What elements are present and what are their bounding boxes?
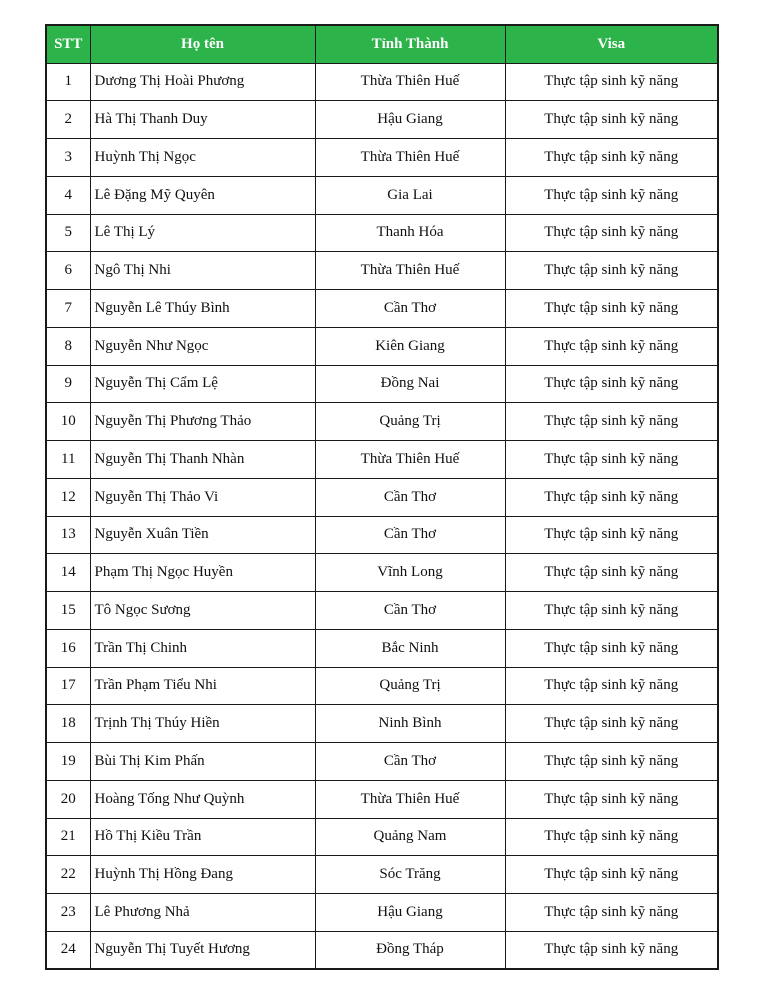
cell-name: Bùi Thị Kim Phấn: [90, 743, 315, 781]
cell-stt: 16: [46, 629, 90, 667]
cell-name: Huỳnh Thị Ngọc: [90, 139, 315, 177]
cell-name: Nguyễn Thị Cẩm Lệ: [90, 365, 315, 403]
cell-province: Hậu Giang: [315, 894, 505, 932]
cell-stt: 8: [46, 327, 90, 365]
cell-visa: Thực tập sinh kỹ năng: [505, 252, 718, 290]
cell-name: Ngô Thị Nhi: [90, 252, 315, 290]
cell-stt: 18: [46, 705, 90, 743]
table-row: [46, 176, 718, 214]
table-row: [46, 818, 718, 856]
candidate-table: [45, 24, 719, 970]
cell-visa: Thực tập sinh kỹ năng: [505, 780, 718, 818]
table-header: [46, 25, 718, 63]
cell-visa: Thực tập sinh kỹ năng: [505, 214, 718, 252]
table-row: [46, 592, 718, 630]
cell-name: Trịnh Thị Thúy Hiền: [90, 705, 315, 743]
column-header-province: Tỉnh Thành: [315, 25, 505, 63]
cell-stt: 24: [46, 931, 90, 969]
cell-name: Nguyễn Thị Tuyết Hương: [90, 931, 315, 969]
cell-visa: Thực tập sinh kỹ năng: [505, 667, 718, 705]
table-row: [46, 894, 718, 932]
cell-visa: Thực tập sinh kỹ năng: [505, 931, 718, 969]
cell-stt: 10: [46, 403, 90, 441]
cell-name: Trần Thị Chinh: [90, 629, 315, 667]
cell-visa: Thực tập sinh kỹ năng: [505, 63, 718, 101]
header-row: [46, 25, 718, 63]
table-row: [46, 327, 718, 365]
column-header-visa: Visa: [505, 25, 718, 63]
table-row: [46, 365, 718, 403]
cell-name: Lê Đặng Mỹ Quyên: [90, 176, 315, 214]
cell-visa: Thực tập sinh kỹ năng: [505, 554, 718, 592]
cell-visa: Thực tập sinh kỹ năng: [505, 403, 718, 441]
cell-visa: Thực tập sinh kỹ năng: [505, 139, 718, 177]
cell-province: Thừa Thiên Huế: [315, 780, 505, 818]
cell-name: Tô Ngọc Sương: [90, 592, 315, 630]
cell-stt: 23: [46, 894, 90, 932]
cell-visa: Thực tập sinh kỹ năng: [505, 629, 718, 667]
cell-visa: Thực tập sinh kỹ năng: [505, 365, 718, 403]
table-row: [46, 441, 718, 479]
cell-province: Đồng Nai: [315, 365, 505, 403]
column-header-name: Họ tên: [90, 25, 315, 63]
table-row: [46, 743, 718, 781]
cell-name: Nguyễn Như Ngọc: [90, 327, 315, 365]
cell-stt: 17: [46, 667, 90, 705]
cell-name: Nguyễn Thị Thảo Vi: [90, 478, 315, 516]
cell-stt: 22: [46, 856, 90, 894]
table-row: [46, 629, 718, 667]
cell-visa: Thực tập sinh kỹ năng: [505, 705, 718, 743]
cell-province: Ninh Bình: [315, 705, 505, 743]
table-row: [46, 856, 718, 894]
table-row: [46, 290, 718, 328]
cell-province: Thừa Thiên Huế: [315, 441, 505, 479]
cell-visa: Thực tập sinh kỹ năng: [505, 592, 718, 630]
cell-province: Bắc Ninh: [315, 629, 505, 667]
table-row: [46, 554, 718, 592]
cell-province: Quảng Trị: [315, 403, 505, 441]
cell-stt: 15: [46, 592, 90, 630]
cell-stt: 19: [46, 743, 90, 781]
cell-name: Dương Thị Hoài Phương: [90, 63, 315, 101]
cell-name: Nguyễn Thị Thanh Nhàn: [90, 441, 315, 479]
cell-visa: Thực tập sinh kỹ năng: [505, 894, 718, 932]
cell-stt: 7: [46, 290, 90, 328]
cell-province: Gia Lai: [315, 176, 505, 214]
table-row: [46, 516, 718, 554]
cell-visa: Thực tập sinh kỹ năng: [505, 101, 718, 139]
cell-visa: Thực tập sinh kỹ năng: [505, 290, 718, 328]
cell-province: Cần Thơ: [315, 290, 505, 328]
table-row: [46, 478, 718, 516]
cell-stt: 13: [46, 516, 90, 554]
table-row: [46, 667, 718, 705]
table-row: [46, 780, 718, 818]
cell-province: Quảng Nam: [315, 818, 505, 856]
cell-name: Phạm Thị Ngọc Huyền: [90, 554, 315, 592]
cell-stt: 9: [46, 365, 90, 403]
cell-name: Hà Thị Thanh Duy: [90, 101, 315, 139]
cell-name: Nguyễn Lê Thúy Bình: [90, 290, 315, 328]
cell-stt: 12: [46, 478, 90, 516]
cell-province: Cần Thơ: [315, 478, 505, 516]
table-body: [46, 63, 718, 969]
cell-name: Trần Phạm Tiểu Nhi: [90, 667, 315, 705]
cell-stt: 5: [46, 214, 90, 252]
cell-province: Cần Thơ: [315, 592, 505, 630]
cell-province: Cần Thơ: [315, 743, 505, 781]
cell-visa: Thực tập sinh kỹ năng: [505, 818, 718, 856]
table-row: [46, 214, 718, 252]
cell-province: Thừa Thiên Huế: [315, 63, 505, 101]
cell-province: Thừa Thiên Huế: [315, 252, 505, 290]
cell-name: Huỳnh Thị Hồng Đang: [90, 856, 315, 894]
cell-stt: 14: [46, 554, 90, 592]
cell-stt: 21: [46, 818, 90, 856]
cell-visa: Thực tập sinh kỹ năng: [505, 856, 718, 894]
cell-province: Quảng Trị: [315, 667, 505, 705]
cell-stt: 4: [46, 176, 90, 214]
cell-name: Lê Phương Nhả: [90, 894, 315, 932]
cell-province: Sóc Trăng: [315, 856, 505, 894]
cell-visa: Thực tập sinh kỹ năng: [505, 327, 718, 365]
cell-visa: Thực tập sinh kỹ năng: [505, 743, 718, 781]
cell-province: Hậu Giang: [315, 101, 505, 139]
cell-visa: Thực tập sinh kỹ năng: [505, 478, 718, 516]
cell-name: Lê Thị Lý: [90, 214, 315, 252]
cell-province: Đồng Tháp: [315, 931, 505, 969]
cell-stt: 1: [46, 63, 90, 101]
table-row: [46, 931, 718, 969]
cell-name: Hoàng Tống Như Quỳnh: [90, 780, 315, 818]
cell-stt: 11: [46, 441, 90, 479]
table-row: [46, 101, 718, 139]
cell-visa: Thực tập sinh kỹ năng: [505, 176, 718, 214]
cell-province: Thừa Thiên Huế: [315, 139, 505, 177]
cell-visa: Thực tập sinh kỹ năng: [505, 441, 718, 479]
table-row: [46, 63, 718, 101]
cell-province: Vĩnh Long: [315, 554, 505, 592]
cell-province: Thanh Hóa: [315, 214, 505, 252]
cell-name: Nguyễn Xuân Tiền: [90, 516, 315, 554]
cell-name: Hồ Thị Kiều Trần: [90, 818, 315, 856]
cell-name: Nguyễn Thị Phương Thảo: [90, 403, 315, 441]
cell-stt: 3: [46, 139, 90, 177]
table-row: [46, 139, 718, 177]
column-header-stt: STT: [46, 25, 90, 63]
cell-stt: 20: [46, 780, 90, 818]
cell-visa: Thực tập sinh kỹ năng: [505, 516, 718, 554]
table-row: [46, 403, 718, 441]
cell-stt: 2: [46, 101, 90, 139]
cell-province: Kiên Giang: [315, 327, 505, 365]
table-row: [46, 252, 718, 290]
table-row: [46, 705, 718, 743]
cell-stt: 6: [46, 252, 90, 290]
cell-province: Cần Thơ: [315, 516, 505, 554]
